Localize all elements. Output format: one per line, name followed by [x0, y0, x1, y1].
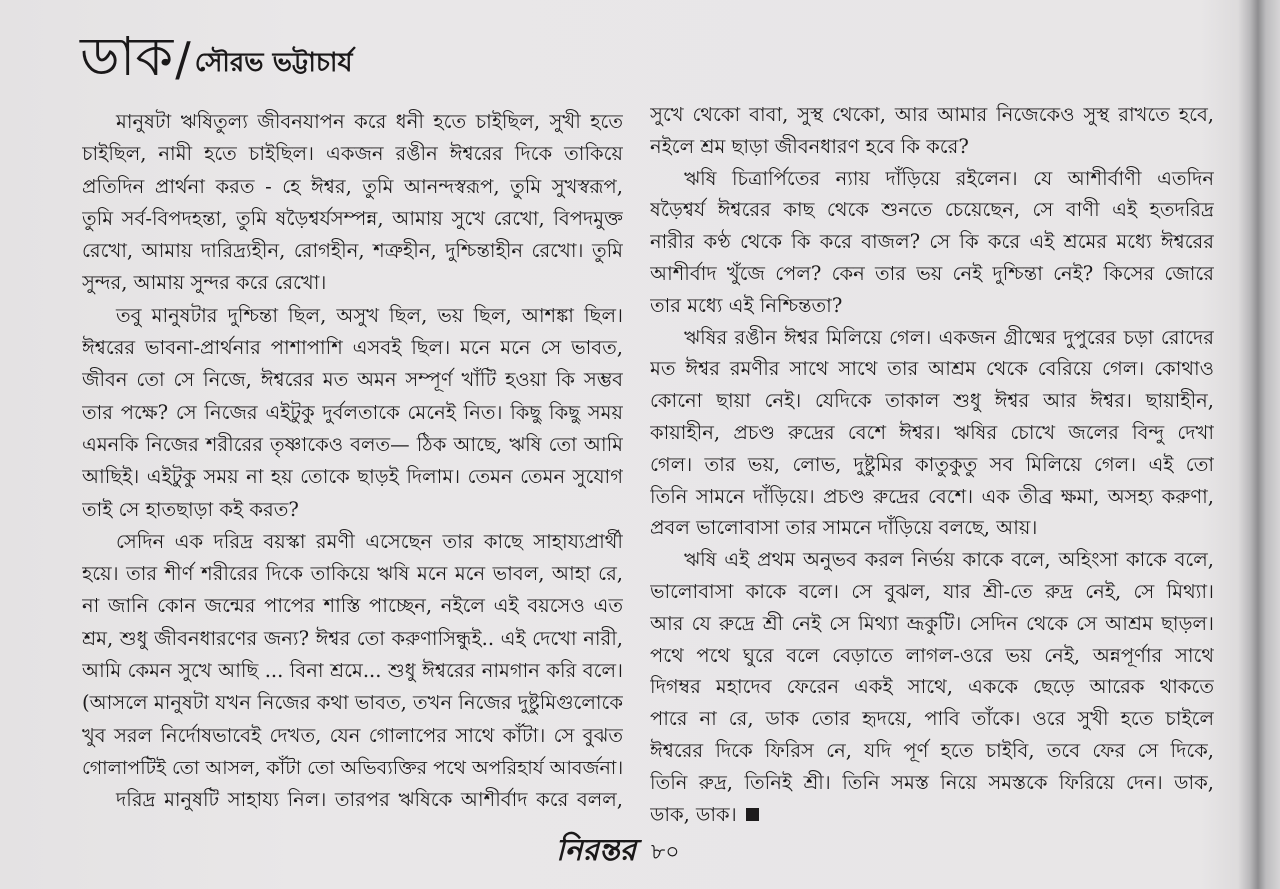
text-line: ভালোবাসা কাকে বলে। সে বুঝল, যার শ্রী-তে রুদ্র নেই, সে মিথ্যা।: [650, 579, 1214, 603]
paragraph: [650, 322, 1214, 545]
text-line: পারে না রে, ডাক তোর হৃদয়ে, পাবি তাঁকে। ওরে সুখী হতে চাইলে: [650, 707, 1214, 731]
left-column: [82, 106, 623, 817]
text-line: তবু মানুষটার দুশ্চিন্তা ছিল, অসুখ ছিল, ভয় ছিল, আশঙ্কা ছিল।: [116, 303, 623, 327]
text-line: মানুষটা ঋষিতুল্য জীবনযাপন করে ধনী হতে চাইছিল, সুখী হতে: [116, 110, 623, 133]
text-line: ডাক, ডাক।: [650, 802, 737, 826]
text-line: ঋষি চিত্রার্পিতের ন্যায় দাঁড়িয়ে রইলেন। যে আশীর্বাণী এতদিন: [684, 166, 1214, 190]
end-of-article-mark: [746, 808, 759, 821]
text-line: ঈশ্বরের ভাবনা-প্রার্থনার পাশাপাশি এসবই ছিল। মনে মনে সে ভাবত,: [82, 336, 623, 360]
text-line: (আসলে মানুষটা যখন নিজের কথা ভাবত, তখন নিজের দুষ্টুমিগুলোকে: [82, 691, 623, 715]
text-line: তিনি সামনে দাঁড়িয়ে। প্রচণ্ড রুদ্রের বেশে। এক তীব্র ক্ষমা, অসহ্য করুণা,: [650, 484, 1214, 508]
paragraph: [650, 99, 1214, 163]
text-line: দরিদ্র মানুষটি সাহায্য নিল। তারপর ঋষিকে আশীর্বাদ করে বলল,: [116, 788, 623, 812]
text-line: দিগম্বর মহাদেব ফেরেন একই সাথে, এককে ছেড়ে আরেক থাকতে: [650, 675, 1214, 699]
text-line: সুখে থেকো বাবা, সুস্থ থেকো, আর আমার নিজেকেও সুস্থ রাখতে হবে,: [650, 103, 1214, 126]
text-line: কায়াহীন, প্রচণ্ড রুদ্রের বেশে ঈশ্বর। ঋষির চোখে জলের বিন্দু দেখা: [650, 420, 1214, 444]
text-line: সেদিন এক দরিদ্র বয়স্কা রমণী এসেছেন তার কাছে সাহায্যপ্রার্থী: [116, 529, 623, 553]
text-line: পথে পথে ঘুরে বলে বেড়াতে লাগল-ওরে ভয় নেই, অন্নপূর্ণার সাথে: [650, 643, 1214, 667]
text-line: হয়ে। তার শীর্ণ শরীরের দিকে তাকিয়ে ঋষি মনে মনে ভাবল, আহা রে,: [82, 562, 623, 586]
paragraph: [650, 544, 1214, 830]
paragraph: [650, 163, 1214, 322]
paragraph: [82, 784, 623, 816]
text-line: তাই সে হাতছাড়া কই করত?: [82, 497, 299, 521]
text-line: নারীর কণ্ঠ থেকে কি করে বাজল? সে কি করে এই শ্রমের মধ্যে ঈশ্বরের: [650, 230, 1214, 254]
page-number: ৮০: [651, 840, 680, 865]
right-column: [650, 99, 1214, 830]
text-line: চাইছিল, নামী হতে চাইছিল। একজন রঙীন ঈশ্বরের দিকে তাকিয়ে: [82, 142, 623, 166]
article-title: ডাক: [80, 25, 174, 88]
text-line: প্রতিদিন প্রার্থনা করত - হে ঈশ্বর, তুমি আনন্দস্বরূপ, তুমি সুখস্বরূপ,: [82, 174, 623, 198]
text-line: আমি কেমন সুখে আছি ... বিনা শ্রমে... শুধু ঈশ্বরের নামগান করি বলে।: [82, 659, 623, 683]
text-line: প্রবল ভালোবাসা তার সামনে দাঁড়িয়ে বলছে, আয়।: [650, 516, 1038, 540]
text-line: ঋষির রঙীন ঈশ্বর মিলিয়ে গেল। একজন গ্রীষ্মের দুপুরের চড়া রোদের: [684, 325, 1214, 349]
text-line: ষড়ৈশ্বর্য ঈশ্বরের কাছ থেকে শুনতে চেয়েছেন, সে বাণী এই হতদরিদ্র: [650, 198, 1214, 222]
text-line: রেখো, আমায় দারিদ্র্যহীন, রোগহীন, শত্রুহীন, দুশ্চিন্তাহীন রেখো। তুমি: [82, 239, 623, 263]
text-line: তার মধ্যে এই নিশ্চিন্ততা?: [650, 293, 843, 317]
author-name: সৌরভ ভট্টাচার্য: [194, 48, 353, 78]
text-line: ঈশ্বরের দিকে ফিরিস নে, যদি পূর্ণ হতে চাইবি, তবে ফের সে দিকে,: [650, 738, 1214, 762]
text-line: না জানি কোন জন্মের পাপের শাস্তি পাচ্ছেন, নইলে এই বয়সেও এত: [82, 594, 623, 618]
paragraph: [82, 526, 623, 784]
text-line: গেল। তার ভয়, লোভ, দুষ্টুমির কাতুকুতু সব মিলিয়ে গেল। এই তো: [650, 452, 1214, 476]
text-line: আর যে রুদ্রে শ্রী নেই সে মিথ্যা ভ্রূকুটি। সেদিন থেকে সে আশ্রম ছাড়ল।: [650, 611, 1214, 635]
text-line: আশীর্বাদ খুঁজে পেল? কেন তার ভয় নেই দুশ্চিন্তা নেই? কিসের জোরে: [650, 261, 1214, 285]
text-line: খুব সরল নির্দোষভাবেই দেখত, যেন গোলাপের সাথে কাঁটা। সে বুঝত: [82, 723, 623, 747]
text-line: তিনি রুদ্র, তিনিই শ্রী। তিনি সমস্ত নিয়ে সমস্তকে ফিরিয়ে দেন। ডাক,: [650, 770, 1214, 794]
final-line: [650, 799, 1214, 831]
text-line: গোলাপটিই তো আসল, কাঁটা তো অভিব্যক্তির পথে অপরিহার্য আবর্জনা।: [82, 756, 623, 779]
text-line: মত ঈশ্বর রমণীর সাথে সাথে তার আশ্রম থেকে বেরিয়ে গেল। কোথাও: [650, 357, 1214, 381]
text-line: নইলে শ্রম ছাড়া জীবনধারণ হবে কি করে?: [650, 134, 969, 158]
text-line: ঋষি এই প্রথম অনুভব করল নির্ভয় কাকে বলে, অহিংসা কাকে বলে,: [684, 548, 1214, 572]
title-separator: /: [175, 32, 191, 86]
text-line: কোনো ছায়া নেই। যেদিকে তাকাল শুধু ঈশ্বর আর ঈশ্বর। ছায়াহীন,: [650, 389, 1214, 413]
magazine-logo: নিরন্তর: [556, 833, 637, 868]
text-line: জীবন তো সে নিজে, ঈশ্বরের মত অমন সম্পূর্ণ খাঁটি হওয়া কি সম্ভব: [82, 368, 623, 392]
text-line: এমনকি নিজের শরীরের তৃষ্ণাকেও বলত— ঠিক আছে, ঋষি তো আমি: [82, 432, 623, 456]
text-line: তার পক্ষে? সে নিজের এইটুকু দুর্বলতাকে মেনেই নিত। কিছু কিছু সময়: [82, 400, 623, 424]
paragraph: [82, 106, 623, 300]
text-line: শ্রম, শুধু জীবনধারণের জন্য? ঈশ্বর তো করুণাসিন্ধুই.. এই দেখো নারী,: [82, 626, 623, 650]
text-line: সুন্দর, আমায় সুন্দর করে রেখো।: [82, 271, 327, 295]
article-heading: [80, 25, 353, 88]
text-line: আছিই। এইটুকু সময় না হয় তোকে ছাড়ই দিলাম। তেমন তেমন সুযোগ: [82, 465, 623, 489]
paragraph: [82, 300, 623, 526]
text-line: তুমি সর্ব-বিপদহন্তা, তুমি ষড়ৈশ্বর্যসম্পন্ন, আমায় সুখে রেখো, বিপদমুক্ত: [82, 206, 623, 230]
